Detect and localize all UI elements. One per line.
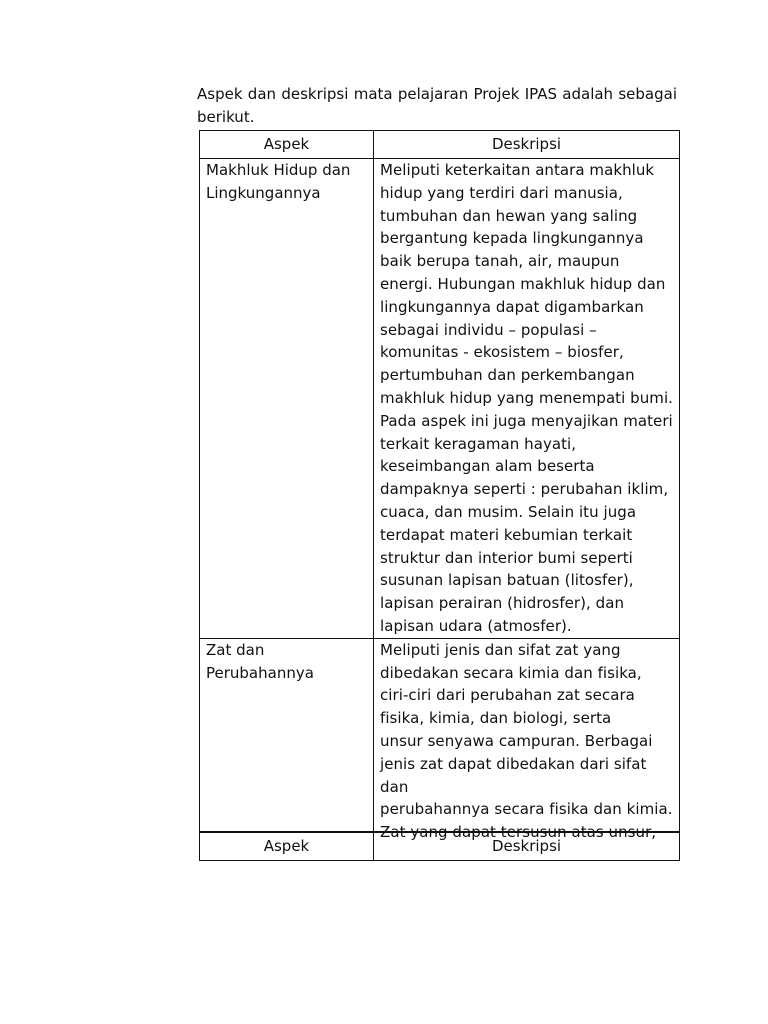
aspect-line: Zat dan — [206, 640, 265, 659]
description-cell — [374, 159, 680, 639]
header-deskripsi: Deskripsi — [374, 131, 680, 159]
header-aspek: Aspek — [200, 131, 374, 159]
description-line: Zat yang dapat tersusun atas unsur, — [380, 823, 657, 842]
description-line: perubahannya secara fisika dan kimia. — [380, 800, 673, 819]
description-line: hidup yang terdiri dari manusia, — [380, 183, 623, 202]
description-lines — [380, 159, 679, 638]
description-line: lapisan udara (atmosfer). — [380, 616, 572, 635]
description-line: unsur senyawa campuran. Berbagai — [380, 731, 653, 750]
aspect-table — [199, 130, 680, 861]
description-line: energi. Hubungan makhluk hidup dan — [380, 274, 666, 293]
description-line: lapisan perairan (hidrosfer), dan — [380, 594, 625, 613]
aspect-cell — [200, 638, 374, 832]
aspect-line: Lingkungannya — [206, 183, 321, 202]
description-line: komunitas - ekosistem – biosfer, — [380, 343, 624, 362]
aspect-line: Makhluk Hidup dan — [206, 161, 351, 179]
description-line: jenis zat dapat dibedakan dari sifat — [380, 754, 647, 773]
repeat-header-aspek: Aspek — [200, 832, 374, 861]
aspect-cell — [200, 159, 374, 639]
description-line: Pada aspek ini juga menyajikan materi — [380, 411, 673, 430]
description-line: tumbuhan dan hewan yang saling — [380, 206, 638, 225]
description-line: susunan lapisan batuan (litosfer), — [380, 571, 634, 590]
description-line: bergantung kepada lingkungannya — [380, 229, 644, 248]
description-lines — [380, 639, 679, 844]
description-line: baik berupa tanah, air, maupun — [380, 252, 620, 271]
description-line: struktur dan interior bumi seperti — [380, 548, 633, 567]
intro-paragraph: Aspek dan deskripsi mata pelajaran Projek IPAS adalah sebagai berikut. — [197, 85, 677, 126]
description-line: fisika, kimia, dan biologi, serta — [380, 709, 612, 728]
description-line: terkait keragaman hayati, — [380, 434, 577, 453]
repeat-header-deskripsi: Deskripsi — [374, 832, 680, 861]
description-line: ciri-ciri dari perubahan zat secara — [380, 686, 635, 705]
description-cell — [374, 638, 680, 842]
table-row-makhluk-hidup — [200, 159, 680, 639]
description-line: lingkungannya dapat digambarkan — [380, 297, 644, 316]
description-line: dan — [380, 777, 409, 796]
description-line: makhluk hidup yang menempati bumi. — [380, 388, 673, 407]
description-line: cuaca, dan musim. Selain itu juga — [380, 502, 637, 521]
description-line: Meliputi keterkaitan antara makhluk — [380, 161, 655, 179]
aspect-line: Perubahannya — [206, 663, 314, 682]
table-row-zat — [200, 638, 680, 832]
description-line: Meliputi jenis dan sifat zat yang — [380, 640, 621, 659]
description-line: sebagai individu – populasi – — [380, 320, 597, 339]
description-line: keseimbangan alam beserta — [380, 457, 595, 476]
description-line: dampaknya seperti : perubahan iklim, — [380, 480, 669, 499]
description-line: terdapat materi kebumian terkait — [380, 525, 633, 544]
table-header-row — [200, 131, 680, 159]
description-line: dibedakan secara kimia dan fisika, — [380, 663, 642, 682]
description-line: pertumbuhan dan perkembangan — [380, 366, 635, 385]
